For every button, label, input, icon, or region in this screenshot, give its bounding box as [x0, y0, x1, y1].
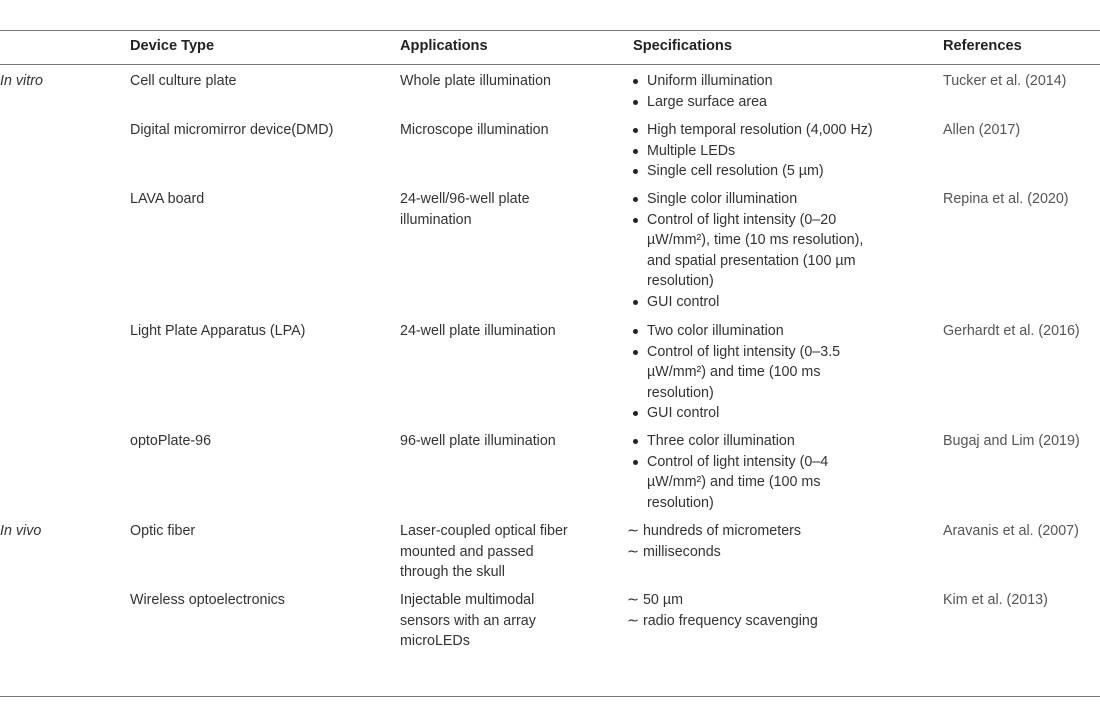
spec-item: Control of light intensity (0–20 µW/mm²), time (10 ms resolution), and spatial presentation (100 µm resolution) — [633, 210, 877, 292]
specifications-cell — [633, 431, 928, 513]
specifications-cell — [633, 189, 928, 313]
specifications-cell — [627, 590, 922, 631]
reference-cell: Kim et al. (2013) — [943, 592, 1048, 608]
header-specifications: Specifications — [633, 38, 732, 54]
application-cell: 24-well/96-well plate illumination — [400, 191, 530, 228]
spec-item: High temporal resolution (4,000 Hz) — [633, 120, 928, 141]
reference-cell: Gerhardt et al. (2016) — [943, 323, 1080, 339]
device-cell: optoPlate-96 — [130, 433, 212, 449]
spec-line: ∼ radio frequency scavenging — [627, 612, 818, 629]
application-cell: Whole plate illumination — [400, 73, 551, 89]
application-cell: Injectable multimodal sensors with an array microLEDs — [400, 592, 536, 650]
spec-item: Two color illumination — [633, 321, 928, 342]
header-references: References — [943, 38, 1022, 54]
application-cell: Microscope illumination — [400, 122, 549, 138]
spec-item: Single cell resolution (5 µm) — [633, 161, 928, 182]
device-cell: Digital micromirror device(DMD) — [130, 122, 334, 138]
spec-line: ∼ hundreds of micrometers — [627, 523, 802, 539]
device-cell: Optic fiber — [130, 523, 196, 539]
spec-line: ∼ 50 µm — [627, 592, 683, 608]
table-top-rule — [0, 30, 1100, 31]
application-cell: 24-well plate illumination — [400, 323, 556, 339]
application-cell: 96-well plate illumination — [400, 433, 556, 449]
specifications-cell — [627, 521, 922, 562]
spec-item: Three color illumination — [633, 431, 928, 452]
device-cell: Wireless optoelectronics — [130, 592, 285, 608]
spec-item: GUI control — [633, 292, 928, 313]
spec-item: Uniform illumination — [633, 71, 928, 92]
reference-cell: Aravanis et al. (2007) — [943, 523, 1079, 539]
reference-cell: Tucker et al. (2014) — [943, 73, 1067, 89]
spec-line: ∼ milliseconds — [627, 543, 721, 560]
device-cell: Cell culture plate — [130, 73, 237, 89]
specifications-cell — [633, 120, 928, 182]
header-device-type: Device Type — [130, 38, 215, 54]
application-cell: Laser-coupled optical fiber mounted and passed through the skull — [400, 523, 568, 581]
spec-item: Single color illumination — [633, 189, 928, 210]
device-cell: LAVA board — [130, 191, 205, 207]
reference-cell: Allen (2017) — [943, 122, 1021, 138]
table-bottom-rule — [0, 696, 1100, 697]
table-header-rule — [0, 64, 1100, 65]
spec-item: Large surface area — [633, 92, 928, 113]
spec-item: Multiple LEDs — [633, 141, 928, 162]
specifications-cell — [633, 321, 928, 424]
header-applications: Applications — [400, 38, 488, 54]
device-cell: Light Plate Apparatus (LPA) — [130, 323, 306, 339]
reference-cell: Repina et al. (2020) — [943, 191, 1069, 207]
specifications-cell — [633, 71, 928, 112]
category-cell: In vivo — [0, 523, 42, 539]
table-header-row — [0, 38, 1100, 60]
spec-item: Control of light intensity (0–3.5 µW/mm²) and time (100 ms resolution) — [633, 342, 862, 404]
spec-item: Control of light intensity (0–4 µW/mm²) and time (100 ms resolution) — [633, 452, 857, 514]
spec-item: GUI control — [633, 403, 928, 424]
reference-cell: Bugaj and Lim (2019) — [943, 433, 1080, 449]
category-cell: In vitro — [0, 73, 43, 89]
